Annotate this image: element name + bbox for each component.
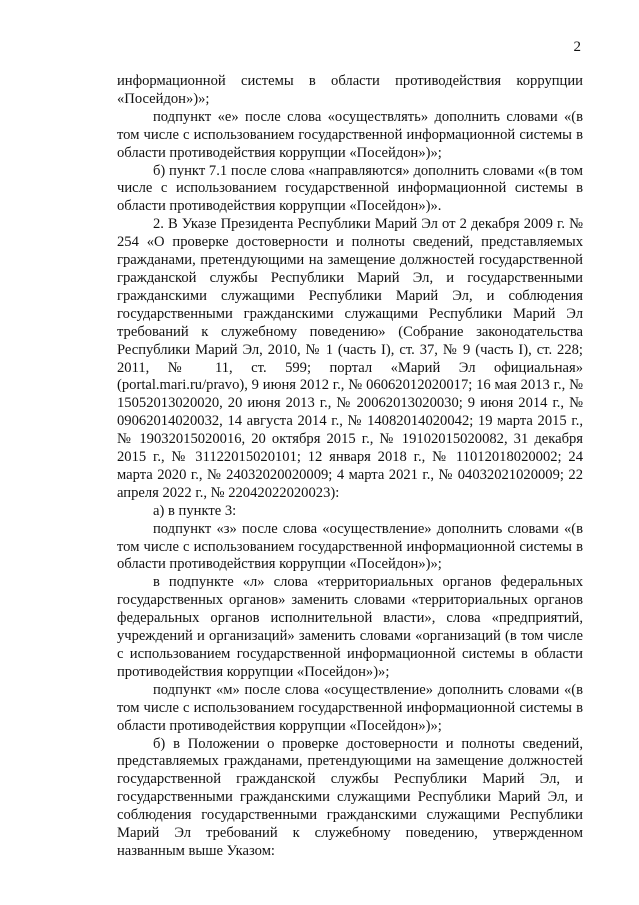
paragraph-item-b-regulation: б) в Положении о проверке достоверности и полноты сведений, представляемых гражданами, претендующими на замещение должностей государственной гражданской службы Республики Марий Эл, и государственными гражданскими служащими Республики Марий Эл, и соблюдения государственными гражданскими служащими Республики Марий Эл требований к служебному поведению, утвержденном названным выше Указом: [117, 735, 583, 859]
document-body [117, 73, 583, 861]
paragraph-subitem-m: подпункт «м» после слова «осуществление» дополнить словами «(в том числе с использованием государственной информационной системы в области противодействия коррупции «Посейдон»)»; [117, 681, 583, 734]
paragraph-item-7-1: б) пункт 7.1 после слова «направляются» дополнить словами «(в том числе с использованием государственной информационной системы в области противодействия коррупции «Посейдон»)». [117, 162, 583, 215]
paragraph-item-3: а) в пункте 3: [153, 502, 237, 519]
paragraph-section-2: 2. В Указе Президента Республики Марий Эл от 2 декабря 2009 г. № 254 «О проверке достоверности и полноты сведений, представляемых гражданами, претендующими на замещение должностей государственной гражданской службы Республики Марий Эл, и государственными гражданскими служащими Республики Марий Эл, и соблюдения государственными гражданскими служащими Республики Марий Эл требований к служебному поведению» (Собрание законодательства Республики Марий Эл, 2010, № 1 (часть I), ст. 37, № 9 (часть I), ст. 228; 2011, № 11, ст. 599; портал «Марий Эл официальная» (portal.mari.ru/pravo), 9 июня 2012 г., № 06062012020017; 16 мая 2013 г., № 15052013020020, 20 июня 2013 г., № 20062013020030; 9 июня 2014 г., № 09062014020032, 14 августа 2014 г., № 14082014020042; 19 марта 2015 г., № 19032015020016, 20 октября 2015 г., № 19102015020082, 31 декабря 2015 г., № 31122015020101; 12 января 2018 г., № 11012018020002; 24 марта 2020 г., № 24032020020009; 4 марта 2021 г., № 04032021020009; 22 апреля 2022 г., № 22042022020023): [117, 216, 583, 501]
paragraph-subitem-z: подпункт «з» после слова «осуществление» дополнить словами «(в том числе с использованием государственной информационной системы в области противодействия коррупции «Посейдон»)»; [117, 520, 583, 573]
paragraph-subitem-e: подпункт «е» после слова «осуществлять» дополнить словами «(в том числе с использованием государственной информационной системы в области противодействия коррупции «Посейдон»)»; [117, 108, 583, 161]
paragraph-continuation: информационной системы в области противодействия коррупции «Посейдон»)»; [117, 73, 583, 107]
page-number: 2 [573, 39, 581, 55]
paragraph-subitem-l: в подпункте «л» слова «территориальных органов федеральных государственных органов» заменить словами «территориальных органов федеральных органов исполнительной власти», слова «предприятий, учреждений и организаций» заменить словами «организаций (в том числе с использованием государственной информационной системы в области противодействия коррупции «Посейдон»)»; [117, 574, 583, 680]
